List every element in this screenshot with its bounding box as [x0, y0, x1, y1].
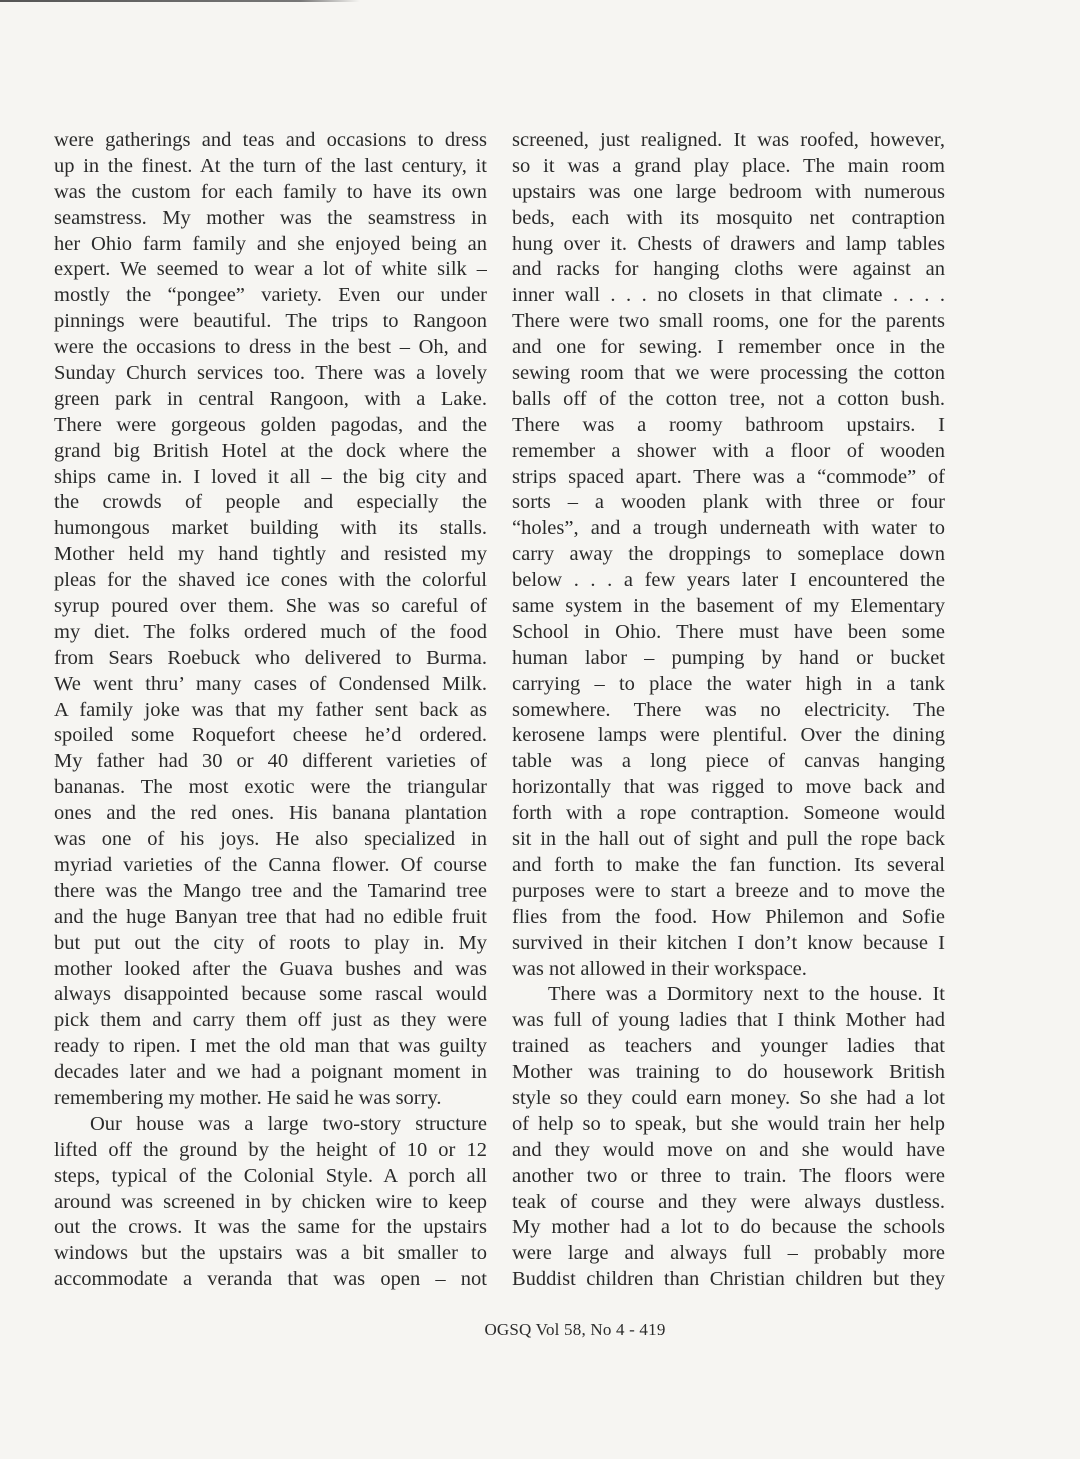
text-line: myriad varieties of the Canna flower. Of course [54, 853, 487, 876]
left-column [54, 128, 487, 1293]
text-line: carrying – to place the water high in a tank [512, 672, 945, 695]
text-line: remember a shower with a floor of wooden [512, 439, 945, 462]
text-line: seamstress. My mother was the seamstress in [54, 206, 487, 229]
text-line: her Ohio farm family and she enjoyed being an [54, 232, 487, 255]
text-line: hung over it. Chests of drawers and lamp tables [512, 232, 945, 255]
text-line: there was the Mango tree and the Tamarind tree [54, 879, 487, 902]
text-line: and they would move on and she would have [512, 1138, 945, 1161]
text-line: of help so to speak, but she would train her help [512, 1112, 945, 1135]
text-line: somewhere. There was no electricity. The [512, 698, 945, 721]
text-line: School in Ohio. There must have been some [512, 620, 945, 643]
text-line: sit in the hall out of sight and pull the rope back [512, 828, 945, 851]
text-line: table was a long piece of canvas hanging [512, 750, 945, 773]
text-line: around was screened in by chicken wire to keep [54, 1190, 487, 1213]
text-line: pleas for the shaved ice cones with the colorful [54, 569, 487, 592]
text-line: spoiled some Roquefort cheese he’d ordered. [54, 724, 487, 747]
text-line: Buddist children than Christian children but they [512, 1268, 945, 1291]
text-line: carry away the droppings to someplace down [512, 543, 945, 566]
text-line: was not allowed in their workspace. [512, 957, 807, 980]
text-line: steps, typical of the Colonial Style. A porch all [54, 1164, 487, 1187]
text-line: humongous market building with its stalls. [54, 517, 487, 540]
text-line: was full of young ladies that I think Mother had [512, 1009, 945, 1032]
text-line: Mother was training to do housework British [512, 1061, 945, 1084]
text-line: flies from the food. How Philemon and Sofie [512, 905, 945, 928]
text-line: pick them and carry them off just as they were [54, 1009, 487, 1032]
text-line: survived in their kitchen I don’t know because I [512, 931, 945, 954]
text-line: We went thru’ many cases of Condensed Milk. [54, 672, 487, 695]
text-line: same system in the basement of my Elementary [512, 595, 945, 618]
text-line: and the huge Banyan tree that had no edible fruit [54, 905, 487, 928]
text-line: but put out the city of roots to play in. My [54, 931, 487, 954]
text-line: and one for sewing. I remember once in the [512, 336, 945, 359]
text-line: pinnings were beautiful. The trips to Rangoon [54, 310, 487, 333]
text-line: accommodate a veranda that was open – not [54, 1268, 487, 1291]
text-line: There were two small rooms, one for the parents [512, 310, 945, 333]
text-line: was one of his joys. He also specialized in [54, 828, 487, 851]
text-line: and racks for hanging cloths were against an [512, 258, 945, 281]
text-line: bananas. The most exotic were the triangular [54, 776, 487, 799]
text-line: There were gorgeous golden pagodas, and the [54, 413, 487, 436]
text-line: so it was a grand play place. The main room [512, 154, 945, 177]
text-line: were the occasions to dress in the best – Oh, and [54, 336, 487, 359]
text-line: beds, each with its mosquito net contraption [512, 206, 945, 229]
text-line: syrup poured over them. She was so careful of [54, 595, 487, 618]
text-line: style so they could earn money. So she had a lot [512, 1086, 945, 1109]
text-line: mother looked after the Guava bushes and was [54, 957, 487, 980]
text-line: kerosene lamps were plentiful. Over the dining [512, 724, 945, 747]
text-line: my diet. The folks ordered much of the food [54, 620, 487, 643]
text-line: A family joke was that my father sent back as [54, 698, 487, 721]
text-line: decades later and we had a poignant moment in [54, 1061, 487, 1084]
text-line: ships came in. I loved it all – the big city and [54, 465, 487, 488]
text-line: inner wall . . . no closets in that climate . . . . [512, 284, 945, 307]
text-line: human labor – pumping by hand or bucket [512, 646, 945, 669]
text-line: another two or three to train. The floors were [512, 1164, 945, 1187]
text-line: There was a roomy bathroom upstairs. I [512, 413, 945, 436]
scan-edge-line [0, 0, 1080, 2]
text-line: green park in central Rangoon, with a Lake. [54, 387, 487, 410]
text-line: from Sears Roebuck who delivered to Burma. [54, 646, 487, 669]
page-footer: OGSQ Vol 58, No 4 - 419 [484, 1320, 666, 1339]
text-line: strips spaced apart. There was a “commode” of [512, 465, 945, 488]
text-line: horizontally that was rigged to move back and [512, 776, 945, 799]
paragraph-start-line: There was a Dormitory next to the house. It [548, 983, 945, 1006]
text-line: purposes were to start a breeze and to move the [512, 879, 945, 902]
text-line: sorts – a wooden plank with three or four [512, 491, 945, 514]
text-line: Mother held my hand tightly and resisted my [54, 543, 487, 566]
text-line: trained as teachers and younger ladies that [512, 1035, 945, 1058]
text-line: mostly the “pongee” variety. Even our under [54, 284, 487, 307]
text-line: lifted off the ground by the height of 10 or 12 [54, 1138, 487, 1161]
text-line: My mother had a lot to do because the schools [512, 1216, 945, 1239]
text-line: balls off of the cotton tree, not a cotton bush. [512, 387, 945, 410]
text-line: ready to ripen. I met the old man that was guilty [54, 1035, 487, 1058]
text-line: ones and the red ones. His banana plantation [54, 802, 487, 825]
text-line: and forth to make the fan function. Its several [512, 853, 945, 876]
right-column [512, 128, 945, 1293]
text-line: upstairs was one large bedroom with numerous [512, 180, 945, 203]
text-line: grand big British Hotel at the dock where the [54, 439, 487, 462]
text-line: were large and always full – probably more [512, 1242, 945, 1265]
text-line: Sunday Church services too. There was a lovely [54, 362, 487, 385]
text-line: remembering my mother. He said he was sorry. [54, 1086, 442, 1109]
text-line: expert. We seemed to wear a lot of white silk – [54, 258, 487, 281]
text-line: “holes”, and a trough underneath with water to [512, 517, 945, 540]
text-line: forth with a rope contraption. Someone would [512, 802, 945, 825]
text-line: out the crows. It was the same for the upstairs [54, 1216, 487, 1239]
text-line: screened, just realigned. It was roofed, however, [512, 129, 945, 151]
text-line: up in the finest. At the turn of the last century, it [54, 154, 487, 177]
text-line: always disappointed because some rascal would [54, 983, 487, 1006]
paragraph-start-line: Our house was a large two-story structure [90, 1112, 487, 1135]
text-line: windows but the upstairs was a bit smaller to [54, 1242, 487, 1265]
text-line: sewing room that we were processing the cotton [512, 362, 945, 385]
text-line: below . . . a few years later I encountered the [512, 569, 945, 592]
text-line: was the custom for each family to have its own [54, 180, 487, 203]
text-line: My father had 30 or 40 different varieties of [54, 750, 487, 773]
text-line: teak of course and they were always dustless. [512, 1190, 945, 1213]
text-line: the crowds of people and especially the [54, 491, 487, 514]
text-line: were gatherings and teas and occasions to dress [54, 129, 487, 151]
